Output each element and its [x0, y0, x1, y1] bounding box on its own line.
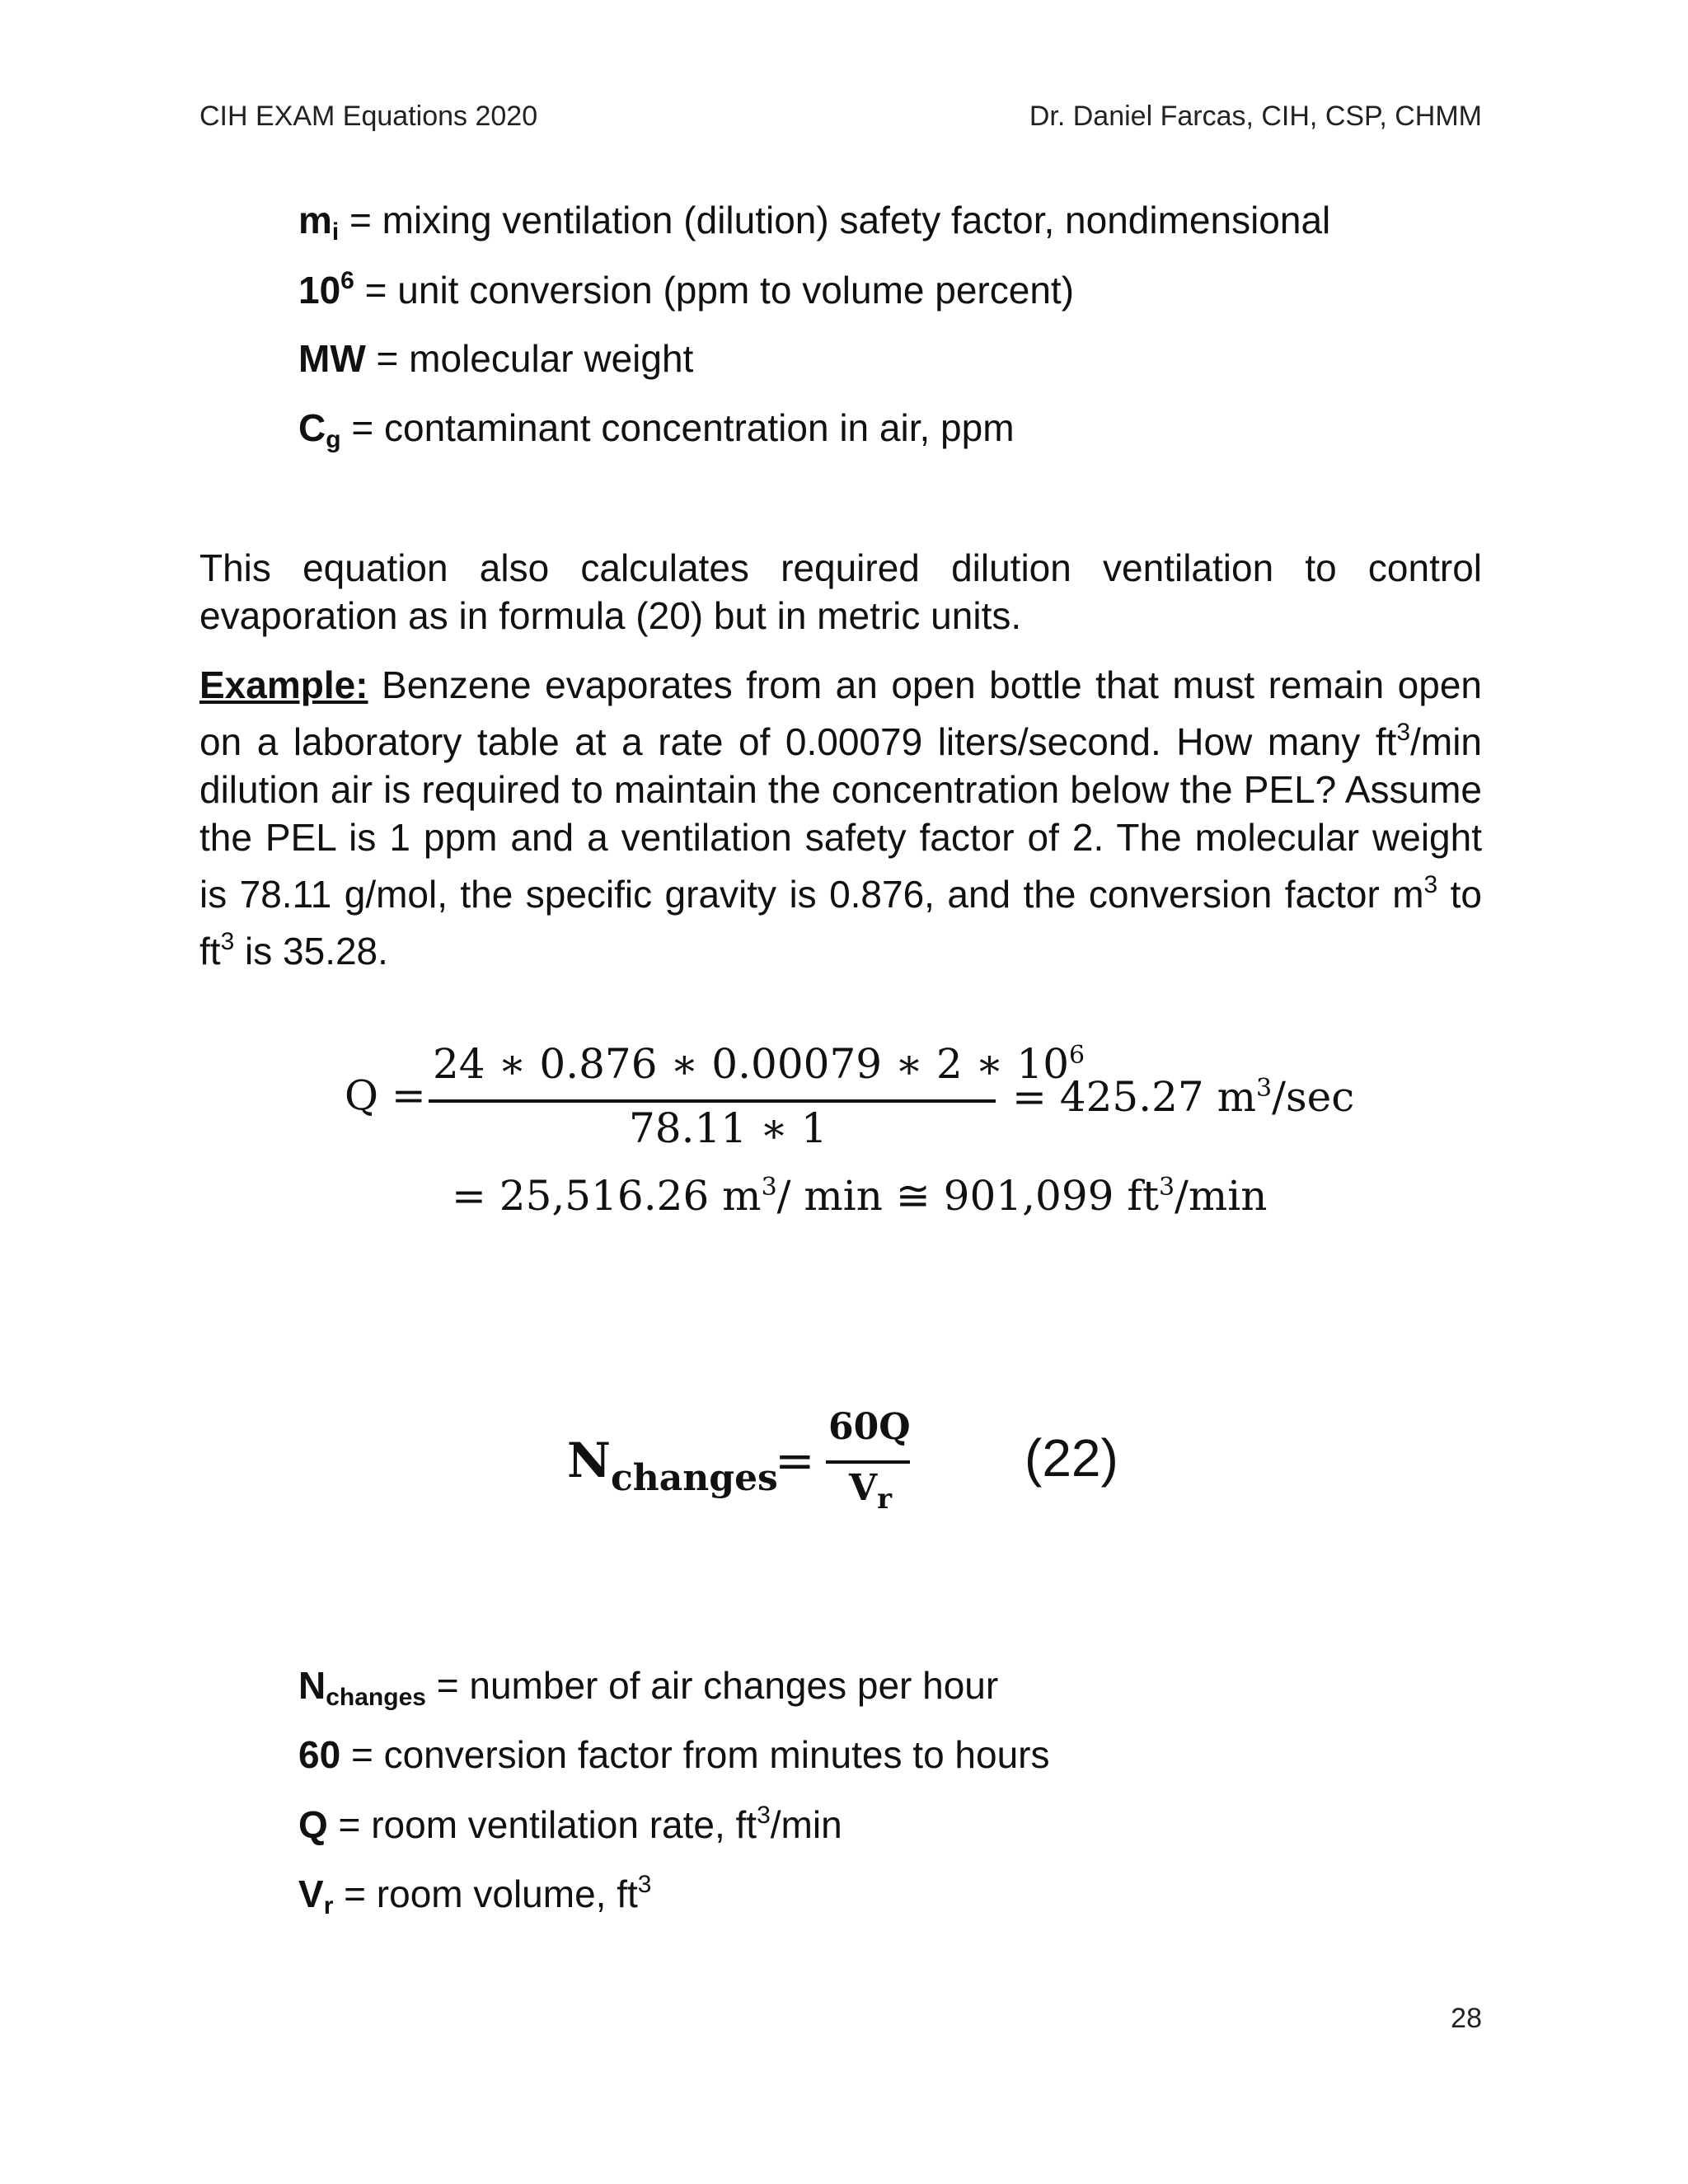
- calc-denominator: 78.11 ∗ 1: [629, 1104, 828, 1152]
- definition-mw: MW = molecular weight: [298, 337, 694, 380]
- page-number: 28: [1451, 2003, 1482, 2034]
- calc-numerator: 24 ∗ 0.876 ∗ 0.00079 ∗ 2 ∗ $10^6$: [433, 1040, 1085, 1088]
- definition-mi: $m_i$ = mixing ventilation (dilution) safety factor, nondimensional: [298, 199, 1331, 246]
- example-paragraph: Example: Benzene evaporates from an open bottle that must remain open on a laboratory table at a rate of 0.00079 liters/second. How many $ft^3/\min$ dilution air is required to maintain the concentration below the PEL? Assume the PEL is 1 ppm and a ventilation safety factor of 2. The molecular weight is 78.11 g/mol, the specific gravity is 0.876, and the conversion factor $m^3$ to $ft^3$ is 35.28.: [199, 663, 1482, 972]
- calc-result-2: = 25,516.26 $m^3/$ min ≅ 901,099 $ft^3/\min$: [452, 1172, 1268, 1220]
- definition-vr: $V_r$ = room volume, $ft^3$: [298, 1871, 652, 1919]
- header-title: CIH EXAM Equations 2020: [199, 101, 538, 132]
- formula-22-numerator: 60Q: [828, 1406, 911, 1448]
- header-author: Dr. Daniel Farcas, CIH, CSP, CHMM: [1029, 101, 1482, 132]
- formula-22-equals: =: [775, 1432, 815, 1488]
- formula-22-lhs: $N_{changes}$: [567, 1432, 778, 1499]
- explanation-paragraph: This equation also calculates required dilution ventilation to control evaporation as in formula (20) but in metric units.: [199, 546, 1482, 637]
- definition-60: 60 = conversion factor from minutes to hours: [298, 1733, 1050, 1776]
- calc-result-1: = 425.27 $m^3/\sec$: [1012, 1073, 1355, 1121]
- formula-22-denominator: $V_r$: [849, 1467, 893, 1516]
- definition-q: Q = room ventilation rate, $ft^3/\min$: [298, 1802, 842, 1846]
- calc-fraction-line: [429, 1099, 996, 1103]
- definition-cg: $C_g$ = contaminant concentration in air, ppm: [298, 406, 1015, 453]
- calc-lhs: Q =: [345, 1071, 426, 1119]
- equation-number: (22): [1025, 1428, 1118, 1488]
- example-label: Example:: [199, 663, 368, 706]
- formula-22-fraction-line: [826, 1460, 910, 1464]
- definition-10-6: $10^6$ = unit conversion (ppm to volume percent): [298, 267, 1075, 312]
- definition-nchanges: $N_{changes}$ = number of air changes per hour: [298, 1664, 999, 1711]
